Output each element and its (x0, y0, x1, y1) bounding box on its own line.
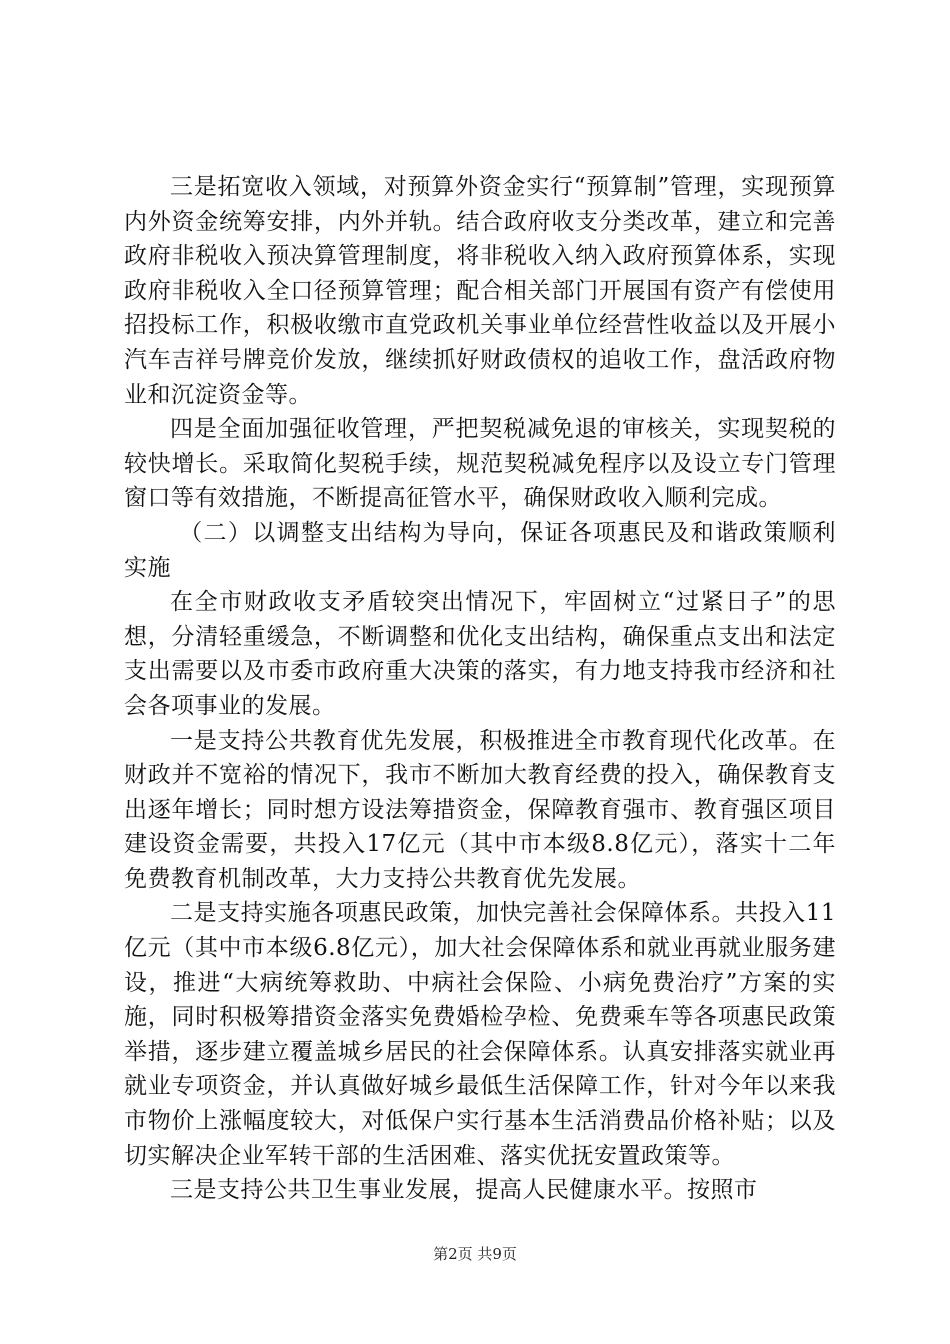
paragraph-public-health: 三是支持公共卫生事业发展，提高人民健康水平。按照市 (170, 1177, 758, 1204)
document-body (124, 170, 836, 1208)
paragraph-expenditure-intro: 在全市财政收支矛盾较突出情况下，牢固树立“过紧日子”的思想，分清轻重缓急，不断调整和优化支出结构，确保重点支出和法定支出需要以及市委市政府重大决策的落实，有力地支持我市经济和社会各项事业的发展。 (124, 589, 836, 719)
paragraph-collection-management: 四是全面加强征收管理，严把契税减免退的审核关，实现契税的较快增长。采取简化契税手续，规范契税减免程序以及设立专门管理窗口等有效措施，不断提高征管水平，确保财政收入顺利完成。 (124, 416, 836, 512)
paragraph-education: 一是支持公共教育优先发展，积极推进全市教育现代化改革。在财政并不宽裕的情况下，我市不断加大教育经费的投入，确保教育支出逐年增长；同时想方设法筹措资金，保障教育强市、教育强区项目建设资金需要，共投入17亿元（其中市本级8.8亿元），落实十二年免费教育机制改革，大力支持公共教育优先发展。 (124, 727, 836, 892)
page-footer: 第2页 共9页 (433, 1245, 517, 1263)
paragraph-expand-revenue: 三是拓宽收入领域，对预算外资金实行“预算制”管理，实现预算内外资金统筹安排，内外并轨。结合政府收支分类改革，建立和完善政府非税收入预决算管理制度，将非税收入纳入政府预算体系，实现政府非税收入全口径预算管理；配合相关部门开展国有资产有偿使用招投标工作，积极收缴市直党政机关事业单位经营性收益以及开展小汽车吉祥号牌竞价发放，继续抓好财政债权的追收工作，盘活政府物业和沉淀资金等。 (124, 174, 836, 408)
paragraph-social-security: 二是支持实施各项惠民政策，加快完善社会保障体系。共投入11亿元（其中市本级6.8亿元），加大社会保障体系和就业再就业服务建设，推进“大病统筹救助、中病社会保险、小病免费治疗”方案的实施，同时积极筹措资金落实免费婚检孕检、免费乘车等各项惠民政策举措，逐步建立覆盖城乡居民的社会保障体系。认真安排落实就业再就业专项资金，并认真做好城乡最低生活保障工作，针对今年以来我市物价上涨幅度较大，对低保户实行基本生活消费品价格补贴；以及切实解决企业军转干部的生活困难、落实优抚安置政策等。 (124, 900, 836, 1169)
section-heading-expenditure: （二）以调整支出结构为导向，保证各项惠民及和谐政策顺利实施 (124, 519, 836, 581)
